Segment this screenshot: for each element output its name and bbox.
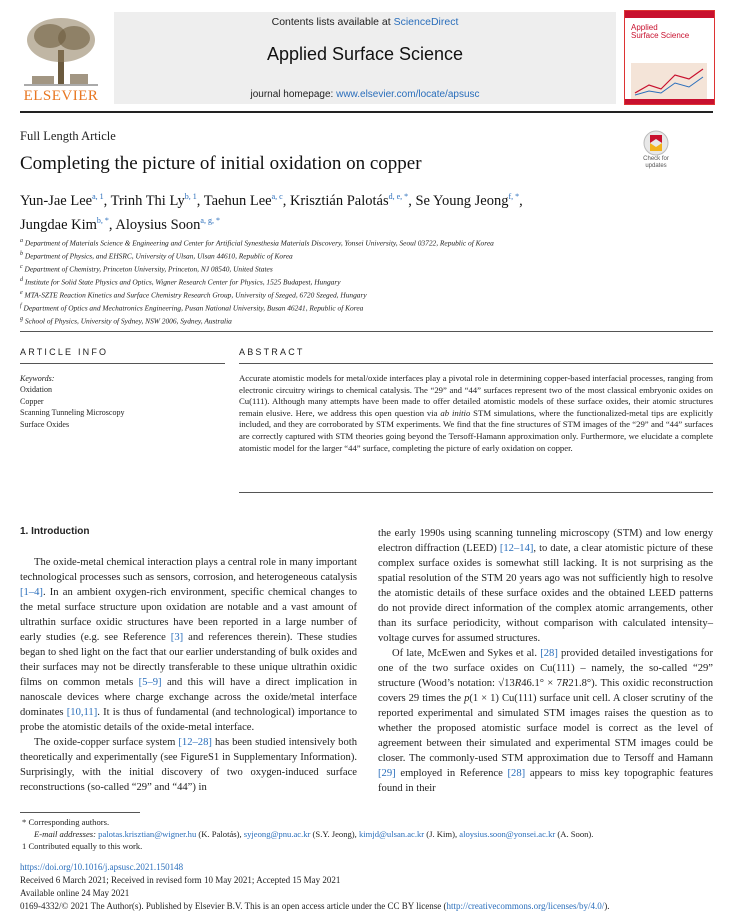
author-separator: , bbox=[103, 192, 111, 209]
author-affil-marks[interactable]: a, g, * bbox=[200, 215, 220, 225]
text-run: appears to miss key topographic features found in their bbox=[378, 768, 713, 794]
author-separator: , bbox=[408, 192, 416, 209]
contents-available bbox=[114, 16, 616, 28]
keyword-list bbox=[20, 384, 220, 430]
affiliation-key: e bbox=[20, 290, 23, 297]
citation-link[interactable]: [29] bbox=[378, 768, 396, 779]
license-link[interactable]: http://creativecommons.org/licenses/by/4.0/ bbox=[446, 901, 605, 911]
author-list bbox=[20, 187, 720, 235]
affiliation-key: d bbox=[20, 277, 23, 284]
received-dates: Received 6 March 2021; Received in revised form 10 May 2021; Accepted 15 May 2021 bbox=[20, 875, 341, 885]
author-name: Yun-Jae Lee bbox=[20, 192, 93, 209]
keywords-label: Keywords: bbox=[20, 374, 55, 383]
affiliation-text: Institute for Solid State Physics and Optics, Wigner Research Center for Physics, 1525 Budapest, Hungary bbox=[24, 277, 341, 287]
author-separator: , bbox=[196, 192, 204, 209]
cover-title-1: Applied bbox=[631, 23, 658, 32]
online-date: Available online 24 May 2021 bbox=[20, 888, 130, 898]
intro-paragraph-1 bbox=[20, 555, 357, 735]
affiliation bbox=[20, 314, 710, 327]
text-run: provided detailed investigations for one of the two surface oxides on Cu(111) – namely, the so-called “29” structure (Wood’s notation: √13 bbox=[378, 648, 713, 689]
text-run: and this will have a direct implication in nanoscale devices where charge exchange across the oxide/metal interface dominates bbox=[20, 677, 357, 718]
crossmark-label-1: Check for bbox=[643, 156, 669, 162]
affiliation bbox=[20, 301, 710, 314]
body-column-left bbox=[20, 555, 357, 795]
affiliation-text: Department of Materials Science & Engineering and Center for Artificial Synesthesia Materials Discovery, Yonsei University, Seoul 03722, Republic of Korea bbox=[24, 238, 494, 248]
author-affil-marks[interactable]: d, e, * bbox=[388, 192, 409, 201]
affiliation-text: Department of Physics, and EHSRC, University of Ulsan, Ulsan 44610, Republic of Korea bbox=[24, 251, 293, 261]
affiliation bbox=[20, 288, 710, 301]
author-name: Jungdae Kim bbox=[20, 216, 97, 233]
author-affil-marks[interactable]: a, 1 bbox=[92, 192, 104, 201]
journal-cover[interactable] bbox=[624, 10, 715, 105]
affiliation-key: b bbox=[20, 251, 23, 258]
cover-band bbox=[625, 11, 714, 18]
author-name: Trinh Thi Ly bbox=[110, 192, 185, 209]
article-title: Completing the picture of initial oxidation on copper bbox=[20, 153, 422, 174]
author[interactable] bbox=[204, 193, 283, 209]
author[interactable] bbox=[111, 193, 197, 209]
citation-link[interactable]: [10,11] bbox=[66, 707, 98, 718]
intro-paragraph-2 bbox=[20, 735, 357, 795]
author-affil-marks[interactable]: b, * bbox=[96, 215, 109, 225]
keyword: Oxidation bbox=[20, 385, 52, 395]
text-run: , to date, a clear atomistic picture of these complex surface oxides is somewhat still lacking. It is not surprising as the spatial resolution of the STM 20 years ago was not sufficiently high to resolve the atomistic details of these surface oxides and the obtained LEED patterns do not provide direct information of the complex atomic arrangements, other than its surface periodicity, without comparison with calculated intensity–voltage curves for assumed structures. bbox=[378, 543, 713, 644]
cover-title-2: Surface Science bbox=[631, 31, 690, 40]
text-run: the early 1990s using scanning tunneling microscopy (STM) and low energy electron diffraction (LEED) bbox=[378, 528, 713, 554]
journal-name: Applied Surface Science bbox=[266, 44, 464, 64]
citation-link[interactable]: [28] bbox=[507, 768, 526, 779]
author-affil-marks[interactable]: f, * bbox=[508, 192, 520, 201]
affiliation-list bbox=[20, 236, 710, 327]
equal-contribution-note: 1 Contributed equally to this work. bbox=[22, 840, 143, 851]
text-run: (1 × 1) Cu(111) surface unit cell. A closer scrutiny of the reported experimental and simulated STM images raises the question as to whether the proposed atomistic surface model is correct as the level of agreement between their simulated and experimental STM images could be closer. The commonly-used STM approximation due to Tersoff and Hamann bbox=[378, 693, 714, 764]
text-run: and references therein). These studies began to shed light on the fact that our earlier understanding of bulk oxides and their surfaces may not be directly transferable to these unique ultrathin oxidic films on common metals bbox=[20, 632, 357, 688]
author[interactable] bbox=[20, 193, 104, 209]
text-run: . In an ambient oxygen-rich environment, specific chemical changes to the metal surface structure upon oxidation are notable and a vast amount of ultrathin surface oxidic structures have been reported in a large number of early studies (e.g. see Reference bbox=[20, 587, 357, 643]
abstract-bottom-rule bbox=[239, 492, 713, 493]
keyword: Copper bbox=[20, 396, 44, 406]
keyword: Surface Oxides bbox=[20, 419, 70, 429]
citation-link[interactable]: [12–28] bbox=[178, 737, 212, 748]
homepage-prefix: journal homepage: bbox=[250, 89, 337, 100]
affiliation-key: a bbox=[20, 238, 23, 244]
journal-homepage bbox=[114, 89, 616, 100]
author[interactable] bbox=[415, 193, 519, 209]
text-run: . It is thus of fundamental (and technological) importance to probe the atomistic details of the oxide-metal interface. bbox=[20, 707, 357, 733]
article-info-heading: ARTICLE INFO bbox=[20, 347, 109, 357]
cover-figure bbox=[631, 63, 707, 99]
email-owner: (A. Soon). bbox=[555, 828, 594, 839]
affiliation-text: Department of Optics and Mechatronics Engineering, Pusan National University, Busan 46241, Republic of Korea bbox=[23, 303, 364, 313]
affiliation-text: MTA-SZTE Reaction Kinetics and Surface Chemistry Research Group, University of Szeged, 6720 Szeged, Hungary bbox=[24, 290, 367, 300]
author-separator: , bbox=[519, 192, 523, 209]
footnote-rule bbox=[20, 812, 140, 813]
homepage-link[interactable]: www.elsevier.com/locate/apsusc bbox=[336, 89, 480, 100]
text-run: employed in Reference bbox=[395, 768, 508, 779]
section-rule bbox=[20, 331, 713, 332]
text-run: The oxide-metal chemical interaction plays a central role in many important technological processes such as sensors, corrosion, and heterogeneous catalysis bbox=[20, 557, 357, 583]
copyright-line bbox=[20, 901, 720, 911]
footnotes bbox=[22, 817, 722, 852]
abstract-text bbox=[239, 373, 713, 454]
affiliation bbox=[20, 262, 710, 275]
text-run: 46.1° × 7 bbox=[521, 678, 562, 689]
email-owner: (J. Kim), bbox=[424, 828, 460, 839]
intro-paragraph-3 bbox=[378, 526, 713, 646]
affiliation-text: School of Physics, University of Sydney, NSW 2006, Sydney, Australia bbox=[24, 316, 232, 326]
affiliation-key: g bbox=[20, 316, 23, 323]
author[interactable] bbox=[290, 193, 408, 209]
author-name: Se Young Jeong bbox=[415, 192, 509, 209]
italic-run: R bbox=[561, 678, 569, 689]
abstract-heading: ABSTRACT bbox=[239, 347, 305, 357]
author-name: Taehun Lee bbox=[203, 192, 272, 209]
affiliation bbox=[20, 249, 710, 262]
affiliation bbox=[20, 236, 710, 249]
crossmark-label bbox=[630, 156, 682, 170]
email-link[interactable]: aloysius.soon@yonsei.ac.kr bbox=[459, 828, 556, 839]
sciencedirect-link[interactable]: ScienceDirect bbox=[393, 16, 459, 28]
italic-run: R bbox=[514, 678, 522, 689]
affiliation-key: c bbox=[20, 264, 23, 271]
author-name: Krisztián Palotás bbox=[289, 192, 389, 209]
author-separator: , bbox=[282, 192, 290, 209]
citation-link[interactable]: [28] bbox=[540, 648, 558, 659]
cover-title bbox=[631, 24, 711, 40]
doi-link[interactable]: https://doi.org/10.1016/j.apsusc.2021.150148 bbox=[20, 862, 184, 872]
citation-link[interactable]: [12–14] bbox=[499, 543, 534, 554]
body-column-right bbox=[378, 526, 713, 796]
intro-paragraph-4 bbox=[378, 646, 713, 796]
publisher-name: ELSEVIER bbox=[23, 88, 99, 104]
cover-bottom-band bbox=[625, 99, 714, 104]
email-owner: (S.Y. Jeong), bbox=[310, 828, 359, 839]
italic-run: p bbox=[464, 693, 470, 704]
author-affil-marks[interactable]: b, 1 bbox=[184, 192, 197, 201]
abstract-part-2: STM simulations, where the functionalized-metal tips are explicitly included, and they are corroborated by STM experiments. We find that the fine structures of STM images of the “29” and “44” surfaces are correctly captured with STM theories going beyond the Tersoff-Hamann approximation only. Furthermore, we elucidate a complete atomistic model for the larger “44” surface, completing the picture of early oxidation on copper. bbox=[239, 407, 714, 453]
email-label: E-mail addresses: bbox=[34, 828, 99, 839]
email-link[interactable]: syjeong@pnu.ac.kr bbox=[243, 828, 311, 839]
abstract-rule bbox=[239, 363, 713, 364]
abstract-part-1: Accurate atomistic models for metal/oxide interfaces play a pivotal role in determining copper-based interfacial processes, ranging from electronic circuitry wirings to chemical catalysis. The “29” and “44” surfaces represent two of the most classical embryonic oxides on Cu(111). Although many attempts have been made to offer detailed atomistic models of these surface oxides, their atomic structures remain elusive. Here, we address this open question via bbox=[239, 373, 713, 418]
email-link[interactable]: kimjd@ulsan.ac.kr bbox=[358, 828, 425, 839]
author-separator: , bbox=[108, 216, 116, 233]
article-info-rule bbox=[20, 363, 225, 364]
email-link[interactable]: palotas.krisztian@wigner.hu bbox=[98, 828, 197, 839]
citation-link[interactable]: [5–9] bbox=[138, 677, 162, 688]
abstract-italic: ab initio bbox=[440, 407, 471, 418]
keywords bbox=[20, 373, 220, 430]
keyword: Scanning Tunneling Microscopy bbox=[20, 408, 125, 418]
affiliation-key: f bbox=[20, 303, 22, 310]
citation-link[interactable]: [1–4] bbox=[20, 587, 43, 598]
author-affil-marks[interactable]: a, c bbox=[271, 192, 283, 201]
text-run: 21.8°). This oxidic reconstruction covers 29 times the bbox=[378, 678, 713, 704]
affiliation-text: Department of Chemistry, Princeton University, Princeton, NJ 08540, United States bbox=[24, 264, 273, 274]
copyright-suffix: ). bbox=[604, 901, 610, 911]
text-run: The oxide-copper surface system bbox=[34, 737, 179, 748]
contents-prefix: Contents lists available at bbox=[271, 16, 394, 28]
author[interactable] bbox=[115, 217, 220, 233]
text-run: has been studied intensively both theoretically and experimentally (see FigureS1 in Supplementary Information). Surprisingly, with the initial discovery of two oxygen-induced surface reconstructions (so-called “29” and “44”) in bbox=[20, 737, 357, 793]
author-name: Aloysius Soon bbox=[115, 216, 201, 233]
email-addresses bbox=[22, 829, 722, 841]
intro-heading: 1. Introduction bbox=[20, 526, 90, 537]
affiliation bbox=[20, 275, 710, 288]
text-run: Of late, McEwen and Sykes et al. bbox=[392, 648, 541, 659]
header-rule bbox=[20, 111, 713, 113]
email-owner: (K. Palotás), bbox=[196, 828, 244, 839]
citation-link[interactable]: [3] bbox=[170, 632, 184, 643]
elsevier-tree-icon bbox=[20, 14, 102, 90]
corresponding-note: * Corresponding authors. bbox=[22, 817, 110, 827]
crossmark-label-2: updates bbox=[645, 163, 667, 169]
copyright-prefix: 0169-4332/© 2021 The Author(s). Published by Elsevier B.V. This is an open access article under the CC BY license ( bbox=[20, 901, 447, 911]
article-type: Full Length Article bbox=[20, 129, 116, 143]
author[interactable] bbox=[20, 217, 109, 233]
